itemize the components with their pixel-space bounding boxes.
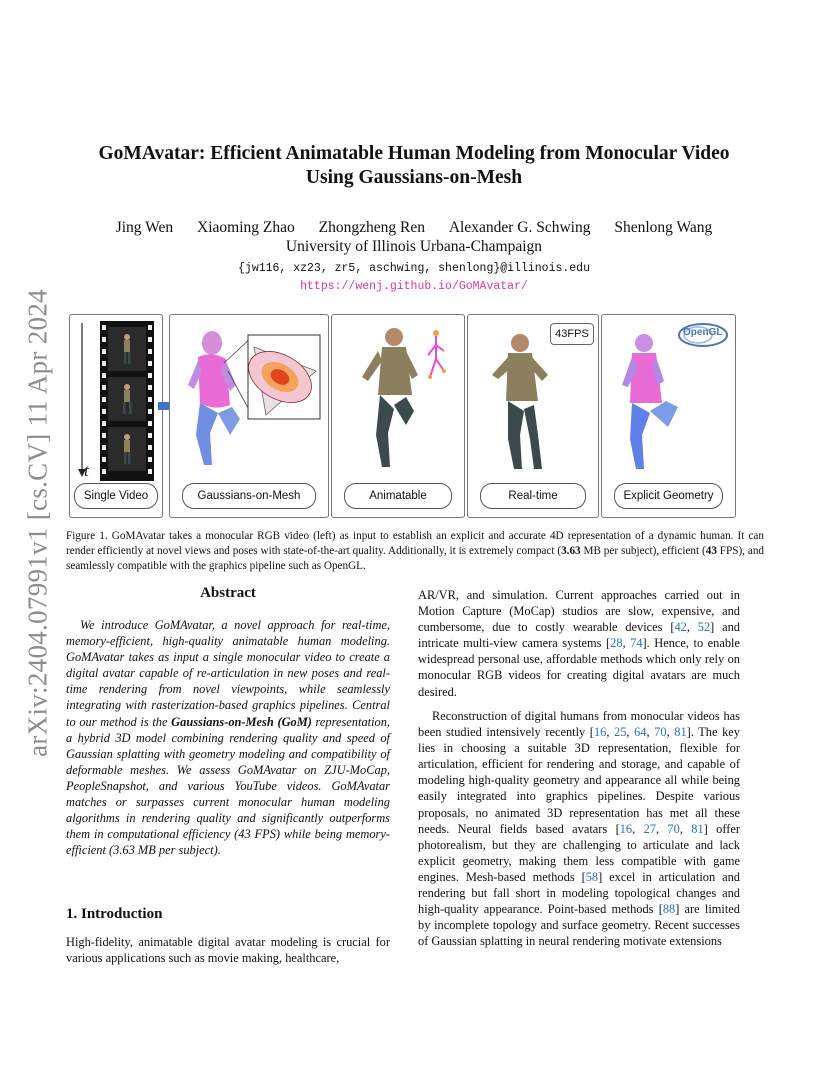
citation-link[interactable]: 42 xyxy=(674,620,687,635)
project-url-link[interactable]: https://wenj.github.io/GoMAvatar/ xyxy=(300,280,528,293)
paper-title xyxy=(60,142,768,190)
caption-text: FPS), and seamlessly compatible with the graphics pipeline such as OpenGL. xyxy=(66,545,765,572)
panel-label: Animatable xyxy=(344,483,452,509)
citation-link[interactable]: 25 xyxy=(614,725,627,740)
citation-link[interactable]: 52 xyxy=(697,620,711,635)
title-line-2: Using Gaussians-on-Mesh xyxy=(305,167,523,188)
citation-link[interactable]: 16 xyxy=(593,725,607,740)
caption-fps-value: 43 xyxy=(705,545,717,557)
author-emails: {jw116, xz23, zr5, aschwing, shenlong}@illinois.edu xyxy=(238,262,590,275)
caption-text: Figure 1. GoMAvatar takes a monocular RGB video (left) as input to establish an explicit and accurate 4D representation of a dynamic human. It can render efficiently at novel views and poses with state-of-the-art quality. Additionally, it is extremely compact ( xyxy=(66,530,764,557)
introduction-heading: 1. Introduction xyxy=(66,906,163,922)
citation-link[interactable]: 70 xyxy=(654,725,667,740)
author: Xiaoming Zhao xyxy=(197,219,295,236)
abstract-text-part: We introduce GoMAvatar, a novel approach for real-time, memory-efficient, high-quality animatable human modeling. GoMAvatar takes as input a single monocular video to create a digital avatar capable of re-articulation in new poses and real-time rendering from novel viewpoints, while seamlessly integrating with rasterization-based graphics pipelines. Central to our method is the xyxy=(66,618,390,729)
paragraph-text: ] and intricate multi-view camera systems [ xyxy=(418,620,740,651)
author: Shenlong Wang xyxy=(614,219,713,236)
citation-link[interactable]: 70 xyxy=(667,821,680,836)
figure-caption xyxy=(66,529,764,574)
citation-link[interactable]: 81 xyxy=(674,725,687,740)
panel-label: Real-time xyxy=(480,483,586,509)
panel-label: Gaussians-on-Mesh xyxy=(182,483,316,509)
opengl-logo-badge xyxy=(678,323,728,347)
title-line-1: GoMAvatar: Efficient Animatable Human Modeling from Monocular Video xyxy=(98,143,730,164)
citation-link[interactable]: 64 xyxy=(634,725,647,740)
panel-gaussians-on-mesh xyxy=(169,314,329,518)
citation-link[interactable]: 28 xyxy=(610,636,623,651)
arxiv-sidebar-stamp xyxy=(22,288,54,758)
abstract-bold-term: Gaussians-on-Mesh (GoM) xyxy=(171,714,312,729)
caption-text: MB per subject), efficient ( xyxy=(580,545,706,557)
opengl-logo-text: OpenGL xyxy=(683,327,723,338)
paragraph-text: ]. The key lies in choosing a suitable 3D representation, flexible for articulation, efficient for rendering and storage, and capable of modeling high-quality geometry and appearance all while being easily integrated into graphics pipelines. Despite various proposals, no animated 3D representation has met all these needs. Neural fields based avatars [ xyxy=(418,725,740,836)
paragraph-text: AR/VR, and simulation. Current approaches carried out in Motion Capture (MoCap) studios are slow, expensive, and cumbersome, due to costly wearable devices [ xyxy=(418,588,740,635)
arxiv-id: arXiv:2404.07991v1 [cs.CV] 11 Apr 2024 xyxy=(22,289,53,757)
panel-animatable xyxy=(331,314,465,518)
affiliation: University of Illinois Urbana-Champaign xyxy=(285,238,543,255)
panel-single-video xyxy=(69,314,163,518)
author: Alexander G. Schwing xyxy=(448,219,591,236)
caption-memory-value: 3.63 xyxy=(561,545,581,557)
gaussians-on-mesh-illustration xyxy=(170,315,328,485)
panel-label: Explicit Geometry xyxy=(614,483,723,509)
animatable-avatar-illustration xyxy=(332,315,464,485)
right-column-paragraph-2: Reconstruction of digital humans from monocular videos has been studied intensively recently [16, 25, 64, 70, 81]. The key lies in choosing a suitable 3D representation, flexible for articulation, efficient for rendering and storage, and capable of modeling high-quality geometry and appearance all while being easily integrated into graphics pipelines. Despite various proposals, no animated 3D representation has met all these needs. Neural fields based avatars [16, 27, 70, 81] offer photorealism, but they are challenging to articulate and lack explicit geometry, making them less compatible with game engines. Mesh-based methods [58] excel in articulation and rendering but fall short in modeling topological changes and high-quality appearance. Point-based methods [88] are limited by incomplete topology and surface geometry. Recent successes of Gaussian splatting in neural rendering motivate extensions xyxy=(418,709,740,949)
panel-real-time xyxy=(467,314,599,518)
citation-link[interactable]: 74 xyxy=(630,636,643,651)
fps-badge: 43FPS xyxy=(550,323,594,345)
citation-link[interactable]: 16 xyxy=(619,821,633,836)
author-list xyxy=(60,219,768,237)
paragraph-text: Reconstruction of digital humans from monocular videos has been studied intensively recently [ xyxy=(418,709,740,740)
paragraph-text: ] offer photorealism, but they are challenging to articulate and lack explicit geometry, making them less compatible with game engines. Mesh-based methods [ xyxy=(418,821,740,884)
right-column-paragraph-1: AR/VR, and simulation. Current approaches carried out in Motion Capture (MoCap) studios are slow, expensive, and cumbersome, due to costly wearable devices [42, 52] and intricate multi-view camera systems [28, 74]. Hence, to enable widespread personal use, affordable methods which only rely on monocular RGB videos for creating digital avatars are much desired. xyxy=(418,588,740,699)
citation-link[interactable]: 81 xyxy=(691,821,704,836)
paragraph-text: ]. Hence, to enable widespread personal use, affordable methods which only rely on monocular RGB videos for creating digital avatars are much desired. xyxy=(418,636,740,699)
paragraph-text: ] excel in articulation and rendering but fall short in modeling topological changes and high-quality appearance. Point-based methods [ xyxy=(418,869,740,917)
paragraph-text: ] are limited by incomplete topology and surface geometry. Recent successes of Gaussian splatting in neural rendering motivate extensions xyxy=(418,902,740,949)
abstract-text-part: representation, a hybrid 3D model combining rendering quality and speed of Gaussian splatting with geometry modeling and compatibility of deformable meshes. We assess GoMAvatar on ZJU-MoCap, PeopleSnapshot, and various YouTube videos. GoMAvatar matches or surpasses current monocular human modeling algorithms in rendering quality and significantly outperforms them in computational efficiency (43 FPS) while being memory-efficient (3.63 MB per subject). xyxy=(66,714,391,858)
author: Jing Wen xyxy=(115,219,174,236)
abstract-text xyxy=(66,617,390,858)
citation-link[interactable]: 27 xyxy=(643,821,656,836)
panel-label: Single Video xyxy=(74,483,158,509)
abstract-heading: Abstract xyxy=(200,585,256,601)
video-film-strip-illustration xyxy=(70,315,162,485)
author: Zhongzheng Ren xyxy=(318,219,425,236)
citation-link[interactable]: 88 xyxy=(662,902,676,917)
citation-link[interactable]: 58 xyxy=(585,869,599,884)
time-axis-label: t xyxy=(84,461,89,480)
introduction-paragraph: High-fidelity, animatable digital avatar modeling is crucial for various applications such as movie making, healthcare, xyxy=(66,935,390,966)
panel-explicit-geometry xyxy=(601,314,736,518)
